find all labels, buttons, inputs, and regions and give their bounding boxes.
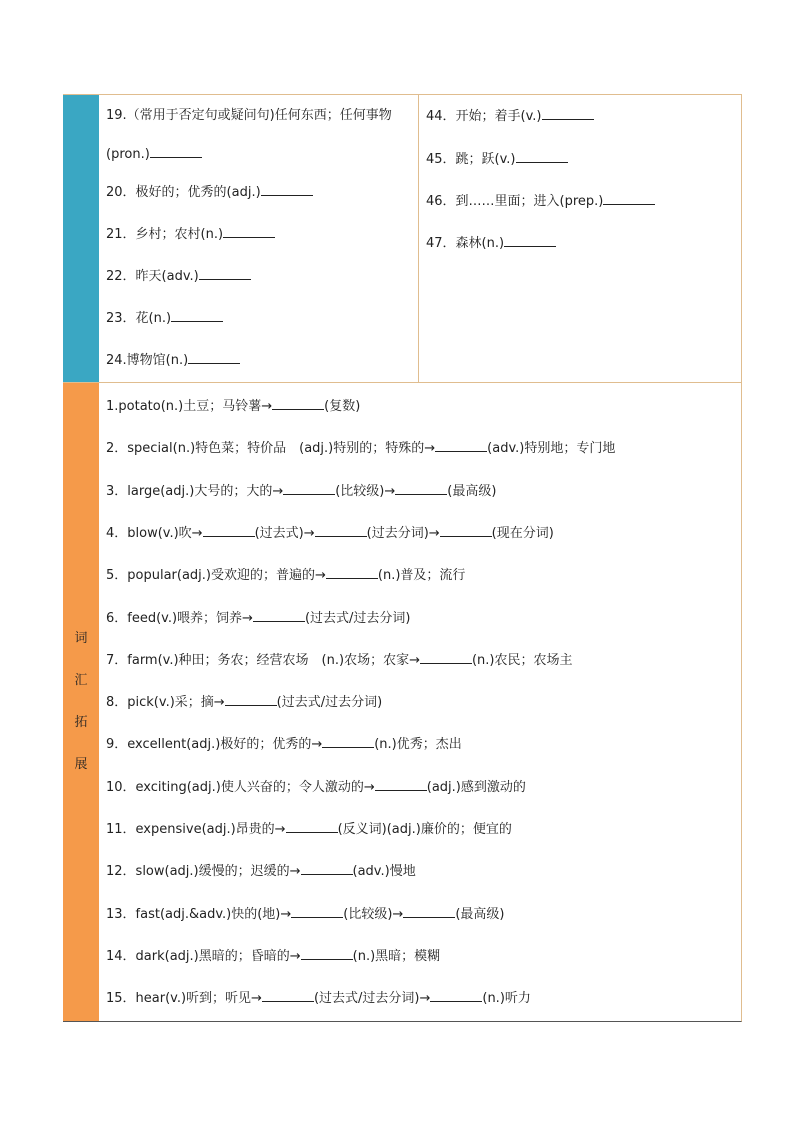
vocab-item [106, 107, 392, 125]
answer-blank[interactable] [403, 905, 455, 918]
answer-blank[interactable] [188, 351, 240, 364]
item-text: (n.)普及；流行 [377, 568, 466, 584]
vocab-item [106, 989, 531, 1008]
item-text: 20．极好的；优秀的(adj.) [106, 185, 261, 200]
item-text: 44．开始；着手(v.) [426, 109, 542, 124]
answer-blank[interactable] [435, 439, 487, 452]
item-text: 22．昨天(adv.) [106, 269, 199, 284]
item-text: (过去式)→ [254, 525, 315, 541]
item-text: (过去分词)→ [366, 525, 440, 541]
item-text: (adv.)慢地 [352, 864, 416, 880]
side-label-char: 拓 [74, 715, 88, 730]
answer-blank[interactable] [440, 524, 492, 537]
vocab-item [106, 482, 496, 501]
item-text: (现在分词) [491, 525, 554, 541]
vocab-item [106, 524, 554, 543]
item-text: 21．乡村；农村(n.) [106, 227, 224, 242]
answer-blank[interactable] [261, 183, 313, 196]
answer-blank[interactable] [395, 482, 447, 495]
top-right-column [419, 95, 741, 382]
item-text: 46．到……里面；进入(prep.) [426, 194, 604, 209]
item-text: 13．fast(adj.&adv.)快的(地)→ [106, 906, 292, 922]
item-text: 8．pick(v.)采；摘→ [106, 695, 225, 711]
vocab-item [106, 693, 382, 712]
answer-blank[interactable] [199, 267, 251, 280]
section-top [63, 94, 742, 382]
answer-blank[interactable] [326, 566, 378, 579]
item-text: 10．exciting(adj.)使人兴奋的；令人激动的→ [106, 779, 375, 795]
answer-blank[interactable] [171, 309, 223, 322]
item-text: 47．森林(n.) [426, 236, 505, 251]
vocab-item [426, 234, 556, 253]
vocab-item [426, 192, 655, 211]
vocab-expansion-list [99, 383, 741, 1021]
item-text: 1.potato(n.)土豆；马铃薯→ [106, 399, 273, 414]
answer-blank[interactable] [223, 225, 275, 238]
answer-blank[interactable] [516, 150, 568, 163]
vocab-item [106, 820, 512, 839]
answer-blank[interactable] [301, 947, 353, 960]
answer-blank[interactable] [253, 609, 305, 622]
item-text: 5．popular(adj.)受欢迎的；普遍的→ [106, 568, 326, 584]
vocab-item [426, 107, 594, 126]
item-text: 3．large(adj.)大号的；大的→ [106, 483, 284, 499]
item-text: (过去式/过去分词) [304, 610, 411, 626]
answer-blank[interactable] [203, 524, 255, 537]
vocab-item [106, 145, 202, 164]
item-text: 19.（常用于否定句或疑问句)任何东西；任何事物 [106, 108, 392, 123]
vocab-item [106, 609, 410, 628]
side-label-char: 展 [74, 757, 88, 772]
item-text: 7．farm(v.)种田；务农；经营农场 (n.)农场；农家→ [106, 652, 420, 668]
item-text: 23．花(n.) [106, 311, 172, 326]
item-text: (n.)听力 [482, 991, 531, 1007]
answer-blank[interactable] [603, 192, 655, 205]
item-text: 12．slow(adj.)缓慢的；迟缓的→ [106, 864, 301, 880]
item-text: (过去式/过去分词) [276, 695, 383, 711]
item-text: (比较级)→ [335, 483, 396, 499]
item-text: (过去式/过去分词)→ [313, 991, 431, 1007]
answer-blank[interactable] [150, 145, 202, 158]
vocab-item [106, 778, 526, 797]
item-text: 6．feed(v.)喂养；饲养→ [106, 610, 253, 626]
vocab-worksheet [63, 94, 742, 1022]
item-text: 15．hear(v.)听到；听见→ [106, 991, 262, 1007]
answer-blank[interactable] [430, 989, 482, 1002]
section-vocab-expansion [63, 382, 742, 1022]
side-label-vocab-expansion [63, 383, 99, 1021]
item-text: 45．跳；跃(v.) [426, 152, 516, 167]
side-label-char: 词 [74, 631, 88, 646]
vocab-item [106, 651, 572, 670]
answer-blank[interactable] [322, 735, 374, 748]
vocab-item [106, 566, 465, 585]
answer-blank[interactable] [283, 482, 335, 495]
item-text: (最高级) [455, 906, 505, 922]
vocab-item [106, 862, 416, 881]
answer-blank[interactable] [225, 693, 277, 706]
side-label-char: 汇 [74, 673, 88, 688]
vocab-item [106, 947, 440, 966]
vocab-item [106, 905, 504, 924]
item-text: (最高级) [447, 483, 497, 499]
vocab-item [106, 735, 462, 754]
answer-blank[interactable] [291, 905, 343, 918]
item-text: (pron.) [106, 147, 150, 162]
item-text: 11．expensive(adj.)昂贵的→ [106, 822, 286, 837]
answer-blank[interactable] [301, 862, 353, 875]
answer-blank[interactable] [504, 234, 556, 247]
item-text: 2．special(n.)特色菜；特价品 (adj.)特别的；特殊的→ [106, 441, 436, 457]
item-text: (反义词)(adj.)廉价的；便宜的 [337, 822, 512, 837]
answer-blank[interactable] [272, 397, 324, 410]
vocab-item [426, 150, 568, 169]
item-text: 9．excellent(adj.)极好的；优秀的→ [106, 737, 323, 753]
vocab-item [106, 183, 313, 202]
item-text: 14．dark(adj.)黑暗的；昏暗的→ [106, 948, 301, 964]
item-text: (比较级)→ [343, 906, 404, 922]
vocab-item [106, 309, 223, 328]
answer-blank[interactable] [375, 778, 427, 791]
answer-blank[interactable] [542, 107, 594, 120]
item-text: (复数) [324, 399, 361, 414]
item-text: (adv.)特别地；专门地 [487, 441, 616, 457]
top-left-column [99, 95, 419, 382]
item-text: 24.博物馆(n.) [106, 353, 189, 368]
item-text: 4．blow(v.)吹→ [106, 525, 203, 541]
item-text: (n.)黑暗；模糊 [352, 948, 441, 964]
item-text: (n.)优秀；杰出 [374, 737, 462, 753]
answer-blank[interactable] [420, 651, 472, 664]
answer-blank[interactable] [286, 820, 338, 833]
vocab-item [106, 267, 251, 286]
vocab-item [106, 397, 360, 416]
answer-blank[interactable] [262, 989, 314, 1002]
vocab-item [106, 225, 275, 244]
side-bar-blue [63, 95, 99, 382]
vocab-item [106, 439, 615, 458]
item-text: (n.)农民；农场主 [471, 652, 573, 668]
vocab-item [106, 351, 240, 370]
item-text: (adj.)感到激动的 [426, 779, 526, 795]
answer-blank[interactable] [315, 524, 367, 537]
